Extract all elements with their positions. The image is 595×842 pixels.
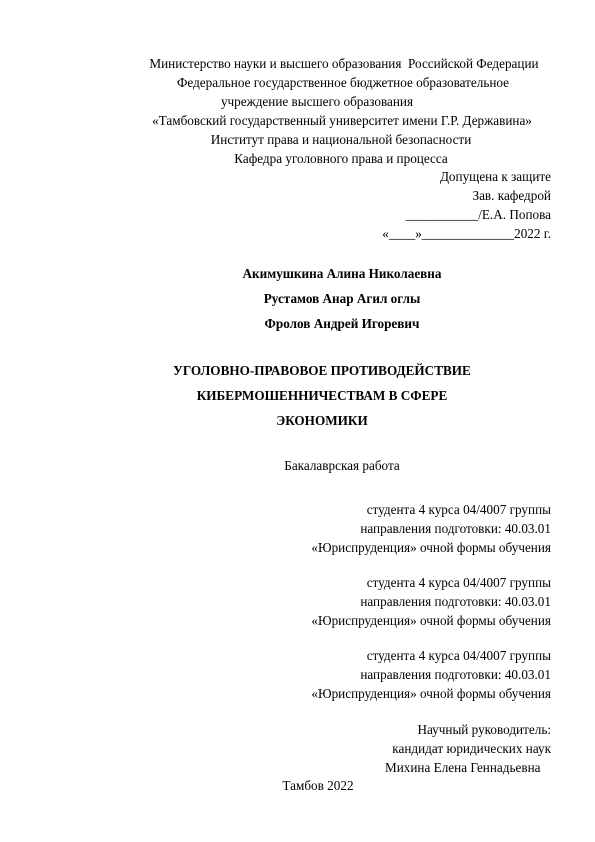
title-line-3: ЭКОНОМИКИ xyxy=(276,413,368,428)
title-line-1: УГОЛОВНО-ПРАВОВОЕ ПРОТИВОДЕЙСТВИЕ xyxy=(173,363,471,378)
admitted-to-defense: Допущена к защите xyxy=(439,169,551,184)
supervisor-label: Научный руководитель: xyxy=(417,722,551,737)
department-line: Кафедра уголовного права и процесса xyxy=(234,151,448,166)
supervisor-degree: кандидат юридических наук xyxy=(392,741,551,756)
student-block-2-line-2: направления подготовки: 40.03.01 xyxy=(360,594,551,609)
signature-line: ___________/Е.А. Попова xyxy=(405,207,551,222)
student-block-2-line-1: студента 4 курса 04/4007 группы xyxy=(366,575,551,590)
author-2: Рустамов Анар Агил оглы xyxy=(263,291,421,306)
city-year: Тамбов 2022 xyxy=(282,778,354,793)
author-1: Акимушкина Алина Николаевна xyxy=(242,266,442,281)
student-block-3-line-1: студента 4 курса 04/4007 группы xyxy=(366,648,551,663)
institution-line-2: учреждение высшего образования xyxy=(220,94,414,109)
work-type: Бакалаврская работа xyxy=(284,458,400,473)
student-block-3-line-2: направления подготовки: 40.03.01 xyxy=(360,667,551,682)
student-block-1-line-3: «Юриспруденция» очной формы обучения xyxy=(311,540,551,555)
student-block-1-line-1: студента 4 курса 04/4007 группы xyxy=(366,502,551,517)
student-block-1-line-2: направления подготовки: 40.03.01 xyxy=(360,521,551,536)
head-of-department: Зав. кафедрой xyxy=(472,188,551,203)
institute-line: Институт права и национальной безопасности xyxy=(210,132,472,147)
student-block-3-line-3: «Юриспруденция» очной формы обучения xyxy=(311,686,551,701)
author-3: Фролов Андрей Игоревич xyxy=(264,316,420,331)
supervisor-name: Михина Елена Геннадьевна xyxy=(385,760,541,775)
student-block-2-line-3: «Юриспруденция» очной формы обучения xyxy=(311,613,551,628)
date-line: «____»______________2022 г. xyxy=(382,226,551,241)
institution-line-1: Федеральное государственное бюджетное образовательное xyxy=(176,75,510,90)
ministry-line: Министерство науки и высшего образования Российской Федерации xyxy=(149,56,539,71)
university-line: «Тамбовский государственный университет имени Г.Р. Державина» xyxy=(152,113,532,128)
title-line-2: КИБЕРМОШЕННИЧЕСТВАМ В СФЕРЕ xyxy=(196,388,448,403)
